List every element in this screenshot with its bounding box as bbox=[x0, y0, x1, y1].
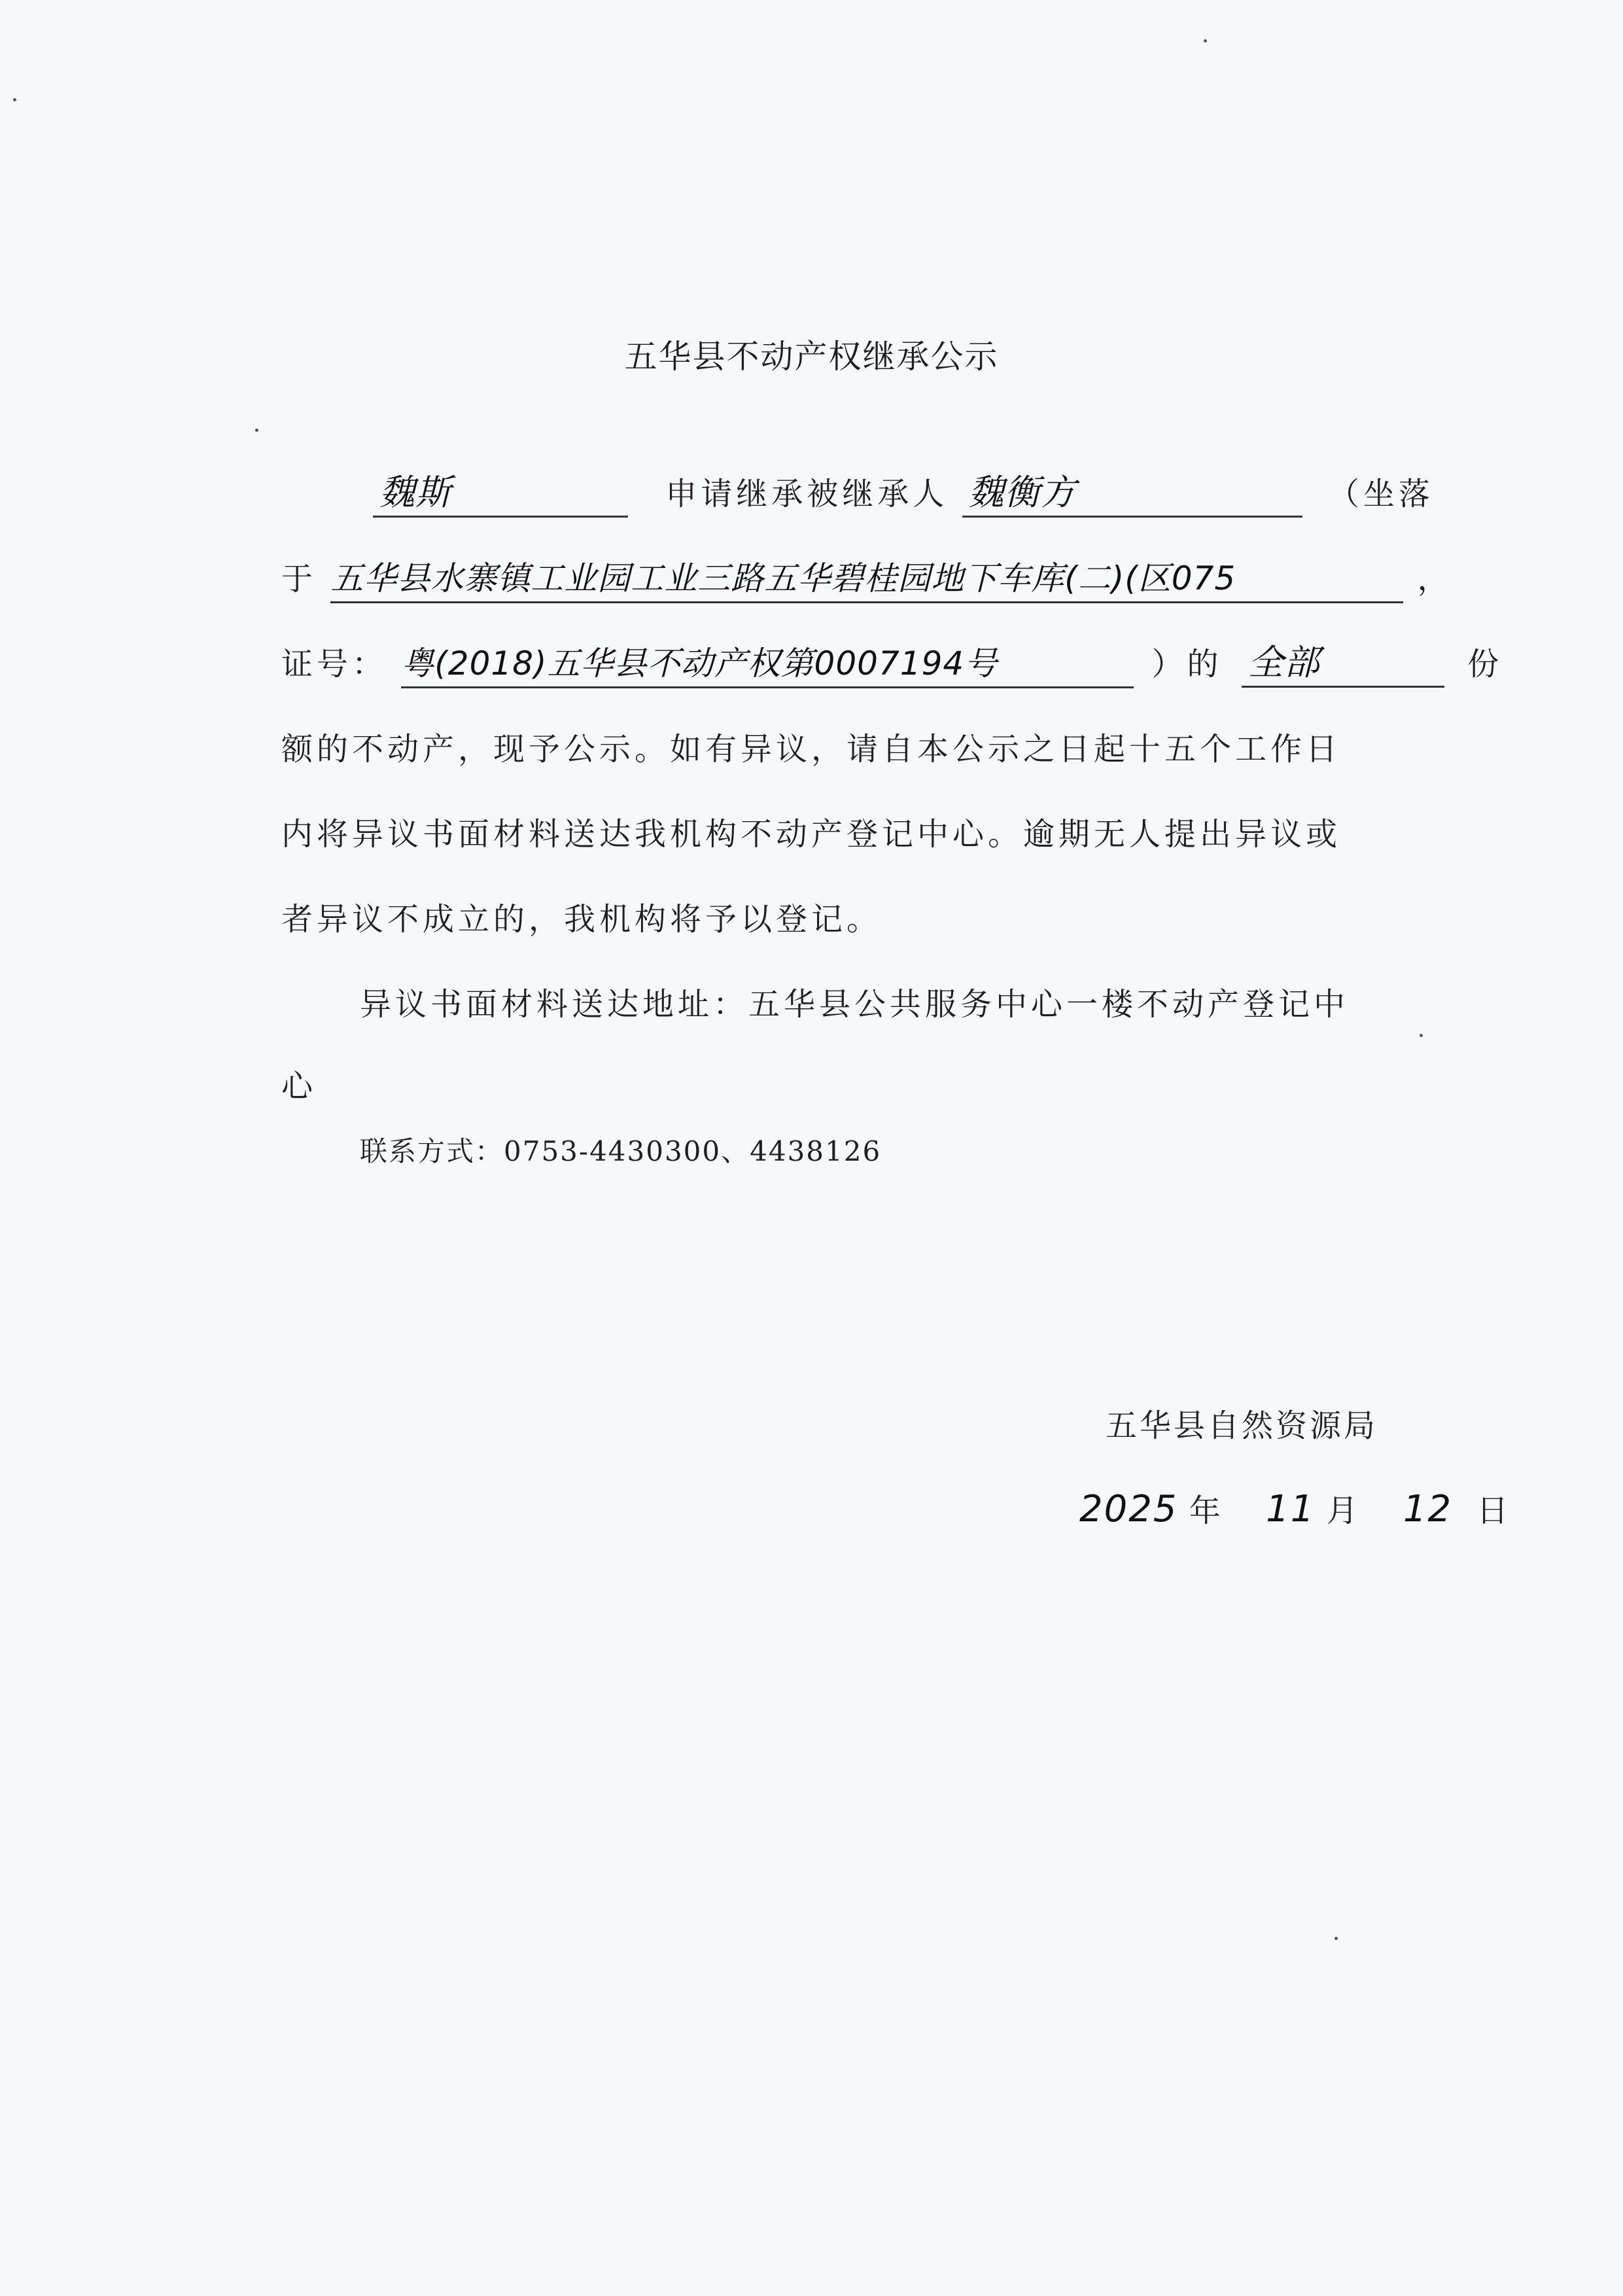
page-title: 五华县不动产权继承公示 bbox=[624, 338, 999, 376]
body-line-1: 额的不动产，现予公示。如有异议，请自本公示之日起十五个工作日 bbox=[281, 731, 1342, 768]
date-year-label: 年 bbox=[1189, 1492, 1222, 1529]
share-field: 全部 bbox=[1242, 638, 1444, 688]
text-comma: ， bbox=[1417, 561, 1453, 597]
scan-speck bbox=[1335, 1937, 1338, 1940]
scan-speck bbox=[1420, 1034, 1423, 1037]
decedent-field: 魏衡方 bbox=[962, 468, 1302, 518]
date-month-label: 月 bbox=[1326, 1492, 1359, 1529]
paragraph-line-2 bbox=[281, 543, 1453, 615]
location-field: 五华县水寨镇工业园工业三路五华碧桂园地下车库(二)(区075 bbox=[330, 554, 1403, 603]
paragraph-line-1 bbox=[281, 458, 1434, 530]
text-at: 于 bbox=[281, 561, 317, 597]
text-apply: 申请继承被继承人 bbox=[665, 476, 949, 512]
body-line-2: 内将异议书面材料送达我机构不动产登记中心。逾期无人提出异议或 bbox=[281, 816, 1342, 853]
body-line-3: 者异议不成立的，我机构将予以登记。 bbox=[281, 901, 882, 938]
scan-speck bbox=[255, 429, 258, 432]
scan-speck bbox=[13, 98, 16, 101]
applicant-field: 魏斯 bbox=[373, 468, 628, 518]
text-share-unit: 份 bbox=[1467, 646, 1503, 682]
paragraph-line-3 bbox=[281, 628, 1503, 700]
organization: 五华县自然资源局 bbox=[1106, 1407, 1378, 1444]
address-line-2: 心 bbox=[281, 1068, 317, 1104]
text-cert-label: 证号： bbox=[281, 646, 388, 682]
date-year: 2025 bbox=[1079, 1488, 1178, 1530]
date-day: 12 bbox=[1403, 1488, 1453, 1530]
contact-line: 联系方式：0753-4430300、4438126 bbox=[360, 1135, 882, 1167]
text-located-open: （坐落 bbox=[1327, 476, 1434, 512]
text-of: ）的 bbox=[1151, 646, 1223, 682]
cert-no-field: 粤(2018)五华县不动产权第0007194号 bbox=[401, 639, 1134, 688]
address-line-1: 异议书面材料送达地址：五华县公共服务中心一楼不动产登记中 bbox=[360, 986, 1350, 1023]
scan-speck bbox=[1204, 39, 1207, 43]
date-line bbox=[1079, 1485, 1509, 1530]
date-month: 11 bbox=[1266, 1488, 1316, 1530]
date-day-label: 日 bbox=[1476, 1492, 1510, 1529]
